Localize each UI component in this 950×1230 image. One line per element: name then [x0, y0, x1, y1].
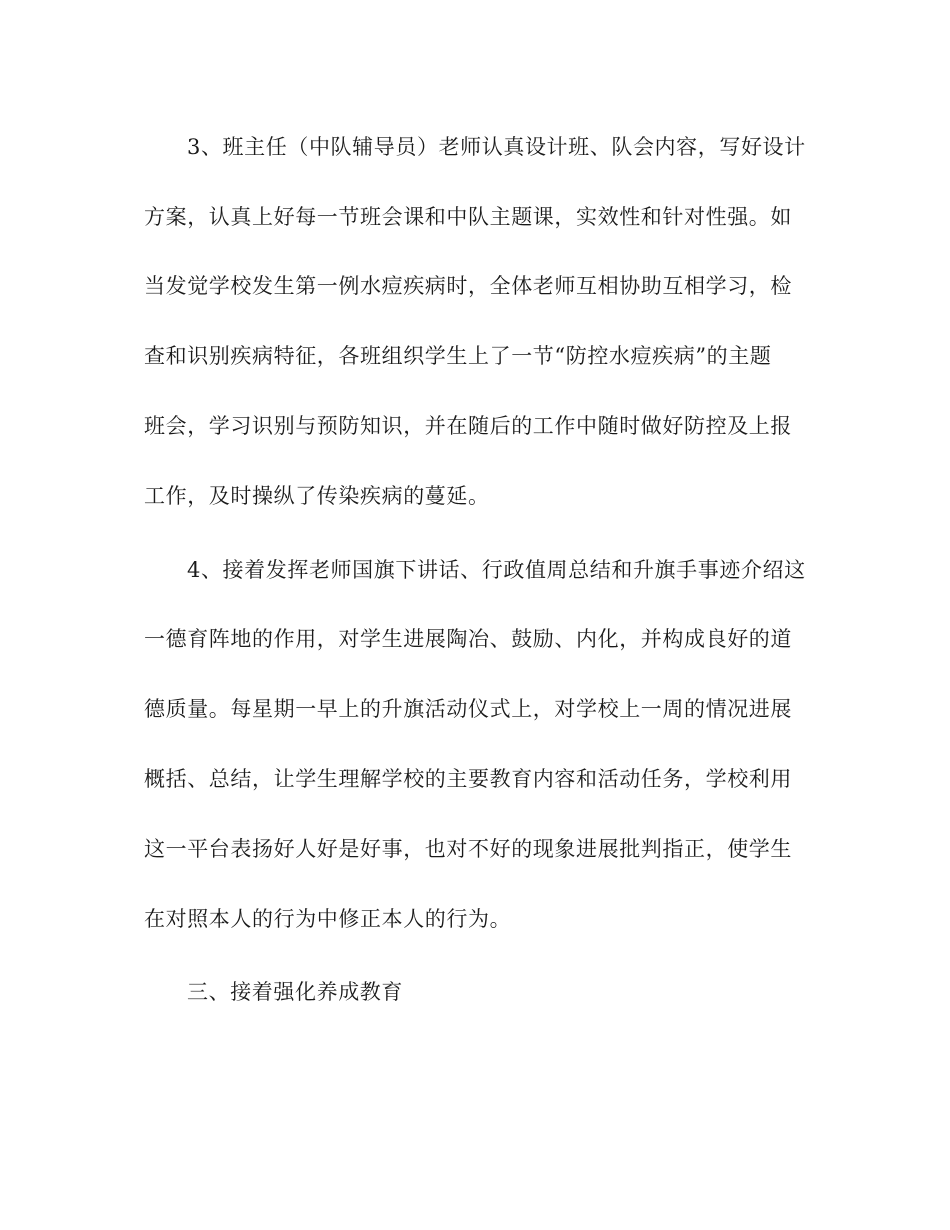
paragraph-3-line-3: 当发觉学校发生第一例水痘疾病时，全体老师互相协助互相学习，检: [144, 274, 792, 298]
paragraph-4-line-4: 概括、总结，让学生理解学校的主要教育内容和活动任务，学校利用: [144, 767, 792, 791]
paragraph-3-line-4: 查和识别疾病特征，各班组织学生上了一节“防控水痘疾病”的主题: [144, 344, 772, 368]
section-heading: 三、接着强化养成教育: [187, 980, 403, 1004]
paragraph-4-line-3: 德质量。每星期一早上的升旗活动仪式上，对学校上一周的情况进展: [144, 697, 792, 721]
paragraph-3-line-1: 3、班主任（中队辅导员）老师认真设计班、队会内容，写好设计: [187, 135, 806, 159]
paragraph-4-line-1: 4、接着发挥老师国旗下讲话、行政值周总结和升旗手事迹介绍这: [187, 558, 806, 582]
paragraph-4-line-2: 一德育阵地的作用，对学生进展陶冶、鼓励、内化，并构成良好的道: [144, 627, 792, 651]
paragraph-3-line-6: 工作，及时操纵了传染疾病的蔓延。: [144, 484, 490, 508]
paragraph-3-line-5: 班会，学习识别与预防知识，并在随后的工作中随时做好防控及上报: [144, 414, 792, 438]
paragraph-3-line-2: 方案，认真上好每一节班会课和中队主题课，实效性和针对性强。如: [144, 205, 792, 229]
paragraph-4-line-6: 在对照本人的行为中修正本人的行为。: [144, 907, 512, 931]
paragraph-4-line-5: 这一平台表扬好人好是好事，也对不好的现象进展批判指正，使学生: [144, 837, 792, 861]
